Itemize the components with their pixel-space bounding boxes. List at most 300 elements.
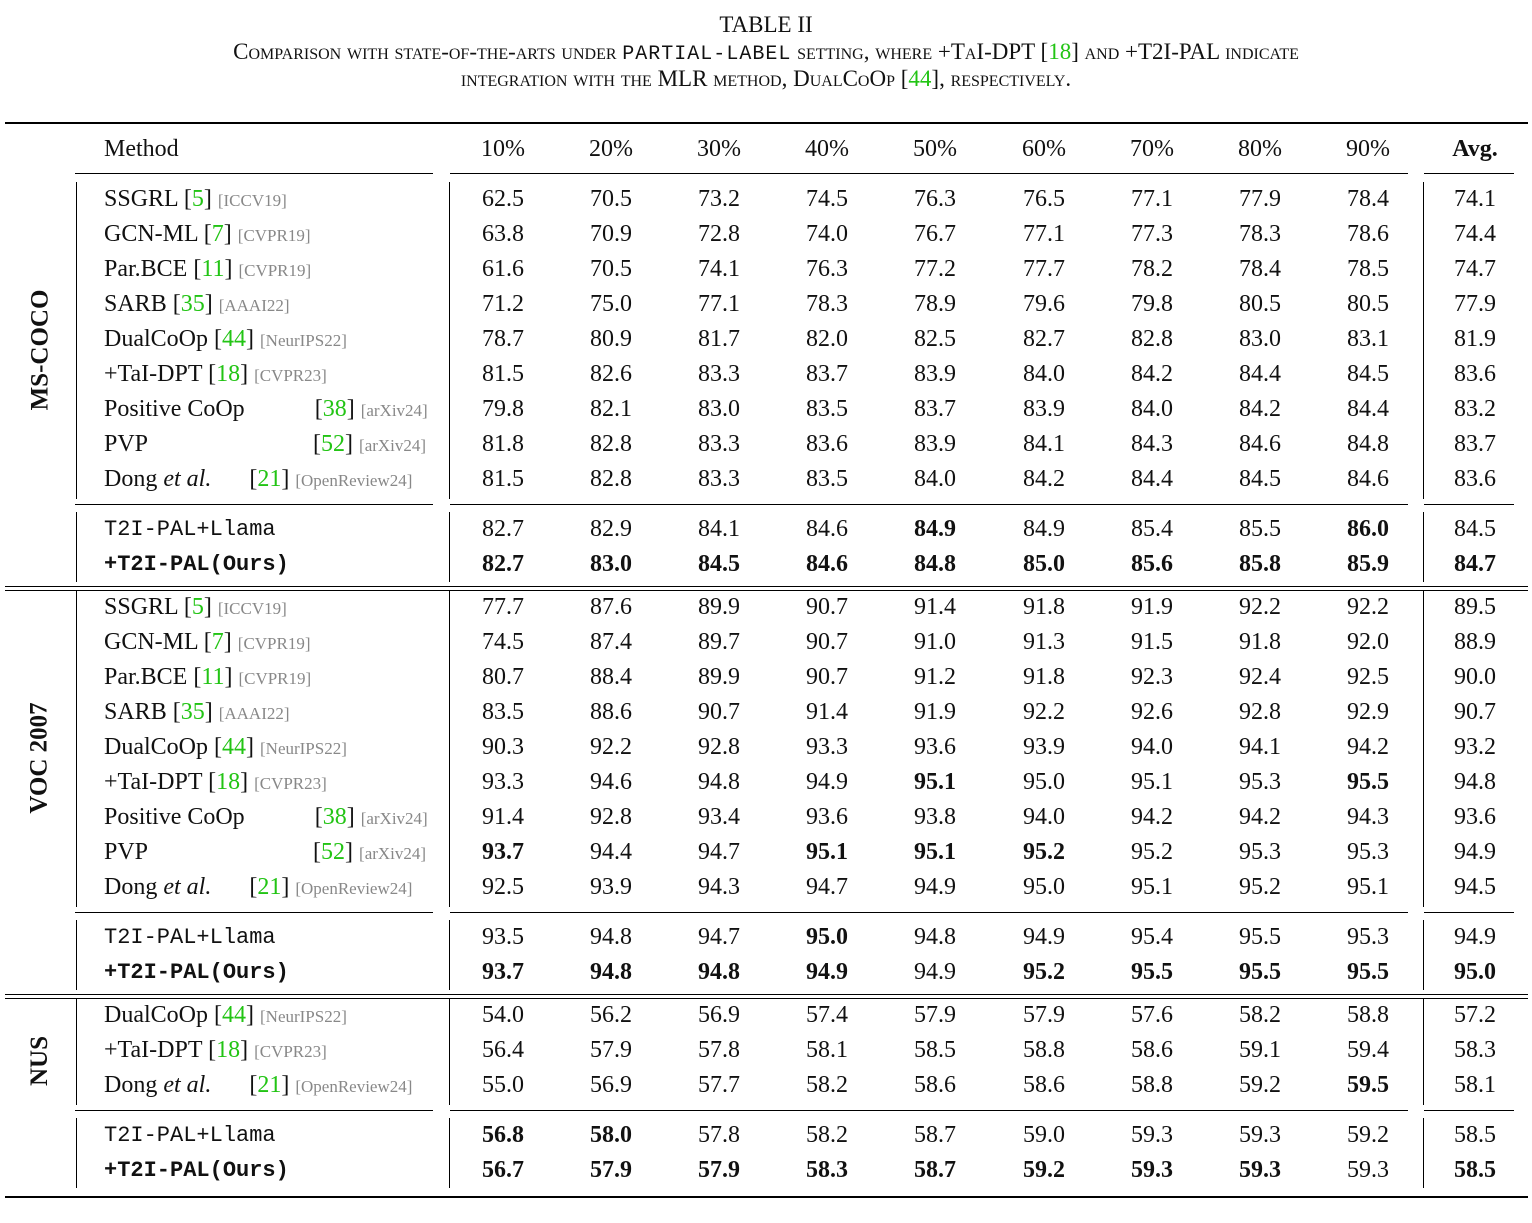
table-cell-avg: 58.1: [1454, 1072, 1496, 1098]
table-cell-avg: 94.8: [1454, 769, 1496, 795]
citation-link[interactable]: 18: [1048, 39, 1072, 64]
table-cell: 77.7: [1023, 256, 1065, 282]
citation-link[interactable]: 35: [180, 699, 205, 725]
vertical-rule: [1423, 590, 1424, 907]
our-method-cell: [104, 512, 276, 547]
table-cell: 94.4: [590, 839, 632, 865]
table-cell: 93.7: [482, 839, 524, 865]
table-cell: 77.1: [698, 291, 740, 317]
table-cell: 56.2: [590, 1002, 632, 1028]
table-cell: 91.3: [1023, 629, 1065, 655]
table-cell: 94.2: [1347, 734, 1389, 760]
table-cell: 95.4: [1131, 924, 1173, 950]
dataset-label: [20, 289, 60, 410]
table-cell: 91.9: [1131, 594, 1173, 620]
table-cell: 58.2: [806, 1072, 848, 1098]
horizontal-rule: [75, 1110, 433, 1111]
table-cell: 94.9: [1023, 924, 1065, 950]
table-cell: 91.2: [914, 664, 956, 690]
citation-link[interactable]: 11: [201, 256, 225, 282]
table-cell: 79.8: [1131, 291, 1173, 317]
method-name-italic: et al.: [163, 874, 212, 900]
horizontal-rule: [5, 586, 1528, 587]
table-cell: 58.6: [1131, 1037, 1173, 1063]
method-name-cell: Positive CoOp [38] [arXiv24]: [104, 804, 428, 830]
table-cell: 84.2: [1131, 361, 1173, 387]
table-cell: 59.2: [1239, 1072, 1281, 1098]
table-cell: 83.5: [806, 466, 848, 492]
vertical-rule: [449, 182, 450, 499]
venue-tag: [NeurIPS22]: [260, 739, 347, 758]
table-cell: 84.2: [1239, 396, 1281, 422]
table-cell: 58.0: [590, 1122, 632, 1148]
table-cell: 83.9: [1023, 396, 1065, 422]
table-cell: 93.7: [482, 959, 524, 985]
table-cell: 82.7: [1023, 326, 1065, 352]
table-cell: 83.5: [482, 699, 524, 725]
table-cell: 59.3: [1131, 1157, 1173, 1183]
table-cell-avg: 95.0: [1454, 959, 1496, 985]
horizontal-rule: [1424, 504, 1514, 505]
table-cell: 79.8: [482, 396, 524, 422]
table-cell: 95.5: [1347, 769, 1389, 795]
horizontal-rule: [5, 122, 1528, 124]
table-cell: 57.8: [698, 1122, 740, 1148]
citation-link[interactable]: 44: [908, 66, 932, 91]
method-name-cell: +TaI-DPT [18] [CVPR23]: [104, 769, 327, 795]
table-cell: 93.3: [806, 734, 848, 760]
table-cell: 90.7: [698, 699, 740, 725]
method-name: Dong: [104, 1072, 164, 1098]
table-cell: 83.9: [914, 361, 956, 387]
table-cell: 94.7: [698, 839, 740, 865]
table-cell: 82.7: [482, 551, 524, 577]
table-cell: 59.2: [1347, 1122, 1389, 1148]
table-cell: 58.8: [1023, 1037, 1065, 1063]
table-cell: 92.0: [1347, 629, 1389, 655]
table-cell: 58.5: [914, 1037, 956, 1063]
table-cell: 95.5: [1239, 924, 1281, 950]
table-cell: 90.7: [806, 664, 848, 690]
table-cell: 94.9: [914, 959, 956, 985]
table-cell: 57.7: [698, 1072, 740, 1098]
table-cell: 94.8: [590, 924, 632, 950]
column-header: 60%: [1022, 136, 1066, 162]
venue-tag: [CVPR23]: [254, 1042, 327, 1061]
table-cell: 54.0: [482, 1002, 524, 1028]
table-cell: 95.1: [1347, 874, 1389, 900]
table-cell: 59.3: [1239, 1157, 1281, 1183]
table-cell: 74.1: [698, 256, 740, 282]
table-cell: 78.6: [1347, 221, 1389, 247]
table-cell: 88.6: [590, 699, 632, 725]
table-cell: 93.9: [590, 874, 632, 900]
table-cell: 94.7: [698, 924, 740, 950]
horizontal-rule: [75, 912, 433, 913]
table-cell: 94.7: [806, 874, 848, 900]
horizontal-rule: [1424, 1110, 1514, 1111]
vertical-rule: [1423, 512, 1424, 582]
table-cell: 78.7: [482, 326, 524, 352]
table-cell: 81.5: [482, 361, 524, 387]
method-name-cell: Par.BCE [11] [CVPR19]: [104, 256, 312, 282]
table-cell: 94.8: [590, 959, 632, 985]
column-header: 10%: [481, 136, 525, 162]
table-cell-avg: 93.6: [1454, 804, 1496, 830]
method-name: DualCoOp: [104, 734, 208, 760]
table-cell: 95.1: [914, 839, 956, 865]
table-cell: 82.1: [590, 396, 632, 422]
venue-tag: [arXiv24]: [360, 401, 428, 420]
venue-tag: [ICCV19]: [217, 191, 287, 210]
table-cell: 85.6: [1131, 551, 1173, 577]
table-cell: 84.2: [1023, 466, 1065, 492]
venue-tag: [CVPR19]: [237, 226, 311, 245]
table-cell: 94.2: [1131, 804, 1173, 830]
table-cell: 83.1: [1347, 326, 1389, 352]
method-name: Par.BCE: [104, 256, 188, 282]
table-cell: 91.4: [482, 804, 524, 830]
venue-tag: [CVPR19]: [238, 669, 312, 688]
table-cell: 59.3: [1239, 1122, 1281, 1148]
venue-tag: [OpenReview24]: [295, 1077, 413, 1096]
venue-tag: [arXiv24]: [359, 844, 427, 863]
horizontal-rule: [5, 1196, 1528, 1198]
venue-tag: [CVPR23]: [254, 774, 327, 793]
horizontal-rule: [450, 1110, 1408, 1111]
table-cell: 82.8: [590, 466, 632, 492]
table-cell: 91.8: [1239, 629, 1281, 655]
method-name-cell: SSGRL [5] [ICCV19]: [104, 594, 287, 620]
table-cell: 84.3: [1131, 431, 1173, 457]
table-cell: 92.8: [698, 734, 740, 760]
citation-link[interactable]: 21: [257, 874, 282, 900]
table-cell: 80.5: [1347, 291, 1389, 317]
caption-line-2: [0, 65, 1532, 92]
table-cell: 84.6: [806, 516, 848, 542]
vertical-rule: [76, 512, 77, 582]
table-cell: 76.3: [806, 256, 848, 282]
method-name: Dong: [104, 874, 164, 900]
table-cell: 92.2: [1023, 699, 1065, 725]
table-cell: 56.7: [482, 1157, 524, 1183]
horizontal-rule: [450, 912, 1408, 913]
method-name-cell: Positive CoOp [38] [arXiv24]: [104, 396, 428, 422]
table-cell: 58.7: [914, 1122, 956, 1148]
table-cell: 84.5: [1347, 361, 1389, 387]
table-cell-avg: 81.9: [1454, 326, 1496, 352]
citation-link[interactable]: 18: [216, 769, 241, 795]
method-name: Positive CoOp: [104, 396, 245, 422]
table-cell: 78.5: [1347, 256, 1389, 282]
method-name-cell: Dong et al. [21] [OpenReview24]: [104, 466, 413, 492]
method-name-cell: SARB [35] [AAAI22]: [104, 291, 290, 317]
table-cell: 85.8: [1239, 551, 1281, 577]
method-name: GCN-ML: [104, 221, 198, 247]
horizontal-rule: [450, 504, 1408, 505]
table-cell: 63.8: [482, 221, 524, 247]
table-cell: 57.9: [1023, 1002, 1065, 1028]
table-cell: 88.4: [590, 664, 632, 690]
table-cell: 82.8: [590, 431, 632, 457]
column-header: 20%: [589, 136, 633, 162]
table-cell: 92.2: [1347, 594, 1389, 620]
table-cell: 94.0: [1023, 804, 1065, 830]
venue-tag: [CVPR19]: [238, 261, 312, 280]
table-cell: 90.7: [806, 629, 848, 655]
table-cell: 91.8: [1023, 664, 1065, 690]
method-name-italic: et al.: [163, 1072, 212, 1098]
table-cell: 78.3: [1239, 221, 1281, 247]
our-method-name: +T2I-PAL(Ours): [104, 552, 289, 577]
our-method-name: +T2I-PAL(Ours): [104, 960, 289, 985]
table-cell: 92.4: [1239, 664, 1281, 690]
table-cell: 91.4: [806, 699, 848, 725]
table-cell: 77.2: [914, 256, 956, 282]
caption-text: ] and +T2I-PAL indicate: [1071, 39, 1299, 64]
our-method-name: T2I-PAL+Llama: [104, 925, 276, 950]
table-cell: 84.6: [806, 551, 848, 577]
method-name-cell: SSGRL [5] [ICCV19]: [104, 186, 287, 212]
vertical-rule: [76, 182, 77, 499]
table-cell: 57.9: [914, 1002, 956, 1028]
method-name: SARB: [104, 699, 167, 725]
table-cell: 84.0: [1023, 361, 1065, 387]
table-cell: 57.8: [698, 1037, 740, 1063]
table-cell: 84.9: [914, 516, 956, 542]
table-cell: 59.2: [1023, 1157, 1065, 1183]
table-cell: 58.2: [806, 1122, 848, 1148]
table-cell: 83.0: [1239, 326, 1281, 352]
column-header: 50%: [913, 136, 957, 162]
table-cell-avg: 77.9: [1454, 291, 1496, 317]
table-cell: 95.0: [806, 924, 848, 950]
method-name-italic: et al.: [163, 466, 212, 492]
table-cell-avg: 84.5: [1454, 516, 1496, 542]
method-name: SSGRL: [104, 594, 178, 620]
table-cell: 76.7: [914, 221, 956, 247]
table-cell: 93.4: [698, 804, 740, 830]
table-cell: 84.0: [1131, 396, 1173, 422]
table-cell: 95.0: [1023, 769, 1065, 795]
table-cell-avg: 90.7: [1454, 699, 1496, 725]
table-cell: 77.3: [1131, 221, 1173, 247]
table-cell-avg: 94.9: [1454, 839, 1496, 865]
method-name: SSGRL: [104, 186, 178, 212]
table-cell: 93.8: [914, 804, 956, 830]
method-name-cell: +TaI-DPT [18] [CVPR23]: [104, 361, 327, 387]
table-cell: 58.6: [914, 1072, 956, 1098]
table-cell: 92.9: [1347, 699, 1389, 725]
venue-tag: [OpenReview24]: [295, 471, 413, 490]
table-cell: 92.8: [1239, 699, 1281, 725]
table-cell-avg: 88.9: [1454, 629, 1496, 655]
table-cell: 93.6: [914, 734, 956, 760]
venue-tag: [CVPR19]: [237, 634, 311, 653]
citation-link[interactable]: 44: [222, 326, 246, 352]
table-cell-avg: 89.5: [1454, 594, 1496, 620]
table-cell: 78.4: [1239, 256, 1281, 282]
citation-link[interactable]: 35: [180, 291, 205, 317]
table-cell: 83.7: [806, 361, 848, 387]
table-cell: 55.0: [482, 1072, 524, 1098]
vertical-rule: [1423, 1118, 1424, 1188]
citation-link[interactable]: 5: [191, 186, 204, 212]
citation-link[interactable]: 5: [191, 594, 204, 620]
table-cell: 86.0: [1347, 516, 1389, 542]
table-cell: 73.2: [698, 186, 740, 212]
table-cell: 83.0: [698, 396, 740, 422]
table-label: TABLE II: [719, 12, 813, 37]
citation-link[interactable]: 52: [321, 431, 346, 457]
table-cell: 57.9: [590, 1037, 632, 1063]
table-cell-avg: 74.7: [1454, 256, 1496, 282]
vertical-rule: [76, 920, 77, 990]
table-cell: 89.9: [698, 594, 740, 620]
table-cell: 95.5: [1131, 959, 1173, 985]
table-cell: 93.6: [806, 804, 848, 830]
citation-link[interactable]: 21: [257, 1072, 282, 1098]
table-cell: 58.6: [1023, 1072, 1065, 1098]
column-header: 70%: [1130, 136, 1174, 162]
method-name-cell: Dong et al. [21] [OpenReview24]: [104, 1072, 413, 1098]
table-cell-avg: 94.5: [1454, 874, 1496, 900]
table-cell: 94.8: [914, 924, 956, 950]
venue-tag: [CVPR23]: [254, 366, 327, 385]
table-cell: 59.5: [1347, 1072, 1389, 1098]
vertical-rule: [449, 1118, 450, 1188]
method-name: Par.BCE: [104, 664, 188, 690]
citation-link[interactable]: 11: [201, 664, 225, 690]
table-cell: 95.5: [1347, 959, 1389, 985]
citation-link[interactable]: 38: [322, 804, 347, 830]
table-cell: 95.2: [1239, 874, 1281, 900]
table-cell-avg: 83.6: [1454, 466, 1496, 492]
table-cell: 61.6: [482, 256, 524, 282]
table-cell: 81.7: [698, 326, 740, 352]
citation-link[interactable]: 44: [222, 734, 246, 760]
table-cell: 71.2: [482, 291, 524, 317]
table-cell: 83.3: [698, 361, 740, 387]
table-cell: 59.3: [1347, 1157, 1389, 1183]
table-cell: 91.8: [1023, 594, 1065, 620]
table-cell: 94.3: [1347, 804, 1389, 830]
table-cell: 72.8: [698, 221, 740, 247]
table-cell: 83.9: [914, 431, 956, 457]
method-name: DualCoOp: [104, 326, 208, 352]
table-cell: 93.5: [482, 924, 524, 950]
our-method-cell: [104, 547, 289, 582]
table-cell: 82.8: [1131, 326, 1173, 352]
table-cell: 92.2: [1239, 594, 1281, 620]
citation-link[interactable]: 21: [257, 466, 282, 492]
our-method-name: +T2I-PAL(Ours): [104, 1158, 289, 1183]
citation-link[interactable]: 18: [216, 361, 241, 387]
table-cell: 80.7: [482, 664, 524, 690]
dataset-label: [20, 701, 60, 814]
table-cell: 84.8: [1347, 431, 1389, 457]
table-cell-avg: 74.4: [1454, 221, 1496, 247]
dataset-name: VOC 2007: [26, 701, 53, 814]
citation-link[interactable]: 52: [321, 839, 346, 865]
citation-link[interactable]: 7: [211, 629, 224, 655]
method-name: +TaI-DPT: [104, 361, 203, 387]
table-cell: 77.9: [1239, 186, 1281, 212]
horizontal-rule: [450, 173, 1408, 174]
horizontal-rule: [75, 173, 433, 174]
table-cell: 92.6: [1131, 699, 1173, 725]
table-cell: 84.0: [914, 466, 956, 492]
header-method: [104, 132, 179, 167]
table-cell: 94.3: [698, 874, 740, 900]
citation-link[interactable]: 44: [222, 1002, 246, 1028]
citation-link[interactable]: 18: [216, 1037, 241, 1063]
table-cell: 82.0: [806, 326, 848, 352]
table-cell: 70.5: [590, 256, 632, 282]
method-name: +TaI-DPT: [104, 1037, 203, 1063]
method-name-cell: +TaI-DPT [18] [CVPR23]: [104, 1037, 327, 1063]
table-cell: 58.3: [806, 1157, 848, 1183]
table-cell: 58.1: [806, 1037, 848, 1063]
table-cell: 74.5: [482, 629, 524, 655]
table-cell-avg: 83.6: [1454, 361, 1496, 387]
table-cell: 70.5: [590, 186, 632, 212]
vertical-rule: [76, 998, 77, 1105]
table-cell: 87.4: [590, 629, 632, 655]
method-name: DualCoOp: [104, 1002, 208, 1028]
table-cell-avg: 93.2: [1454, 734, 1496, 760]
table-cell: 94.6: [590, 769, 632, 795]
table-cell-avg: 83.2: [1454, 396, 1496, 422]
table-cell: 57.4: [806, 1002, 848, 1028]
citation-link[interactable]: 38: [322, 396, 347, 422]
table-cell: 95.3: [1347, 924, 1389, 950]
method-name: +TaI-DPT: [104, 769, 203, 795]
citation-link[interactable]: 7: [211, 221, 224, 247]
table-cell: 94.9: [914, 874, 956, 900]
table-cell: 76.5: [1023, 186, 1065, 212]
table-cell: 92.8: [590, 804, 632, 830]
table-cell: 94.0: [1131, 734, 1173, 760]
table-cell: 87.6: [590, 594, 632, 620]
table-cell: 58.7: [914, 1157, 956, 1183]
our-method-cell: [104, 1118, 276, 1153]
table-cell: 83.3: [698, 466, 740, 492]
table-cell: 91.5: [1131, 629, 1173, 655]
table-cell: 84.4: [1347, 396, 1389, 422]
table-cell-avg: 57.2: [1454, 1002, 1496, 1028]
table-cell: 92.2: [590, 734, 632, 760]
table-cell: 95.1: [914, 769, 956, 795]
dataset-label: [20, 1035, 60, 1086]
table-cell: 57.9: [698, 1157, 740, 1183]
vertical-rule: [1423, 998, 1424, 1105]
table-cell: 83.0: [590, 551, 632, 577]
table-cell: 94.8: [698, 959, 740, 985]
method-name-cell: PVP [52] [arXiv24]: [104, 431, 427, 457]
method-name-cell: PVP [52] [arXiv24]: [104, 839, 427, 865]
vertical-rule: [76, 590, 77, 907]
horizontal-rule: [75, 504, 433, 505]
table-cell: 91.9: [914, 699, 956, 725]
table-cell: 95.3: [1239, 839, 1281, 865]
table-cell: 82.7: [482, 516, 524, 542]
column-header: 30%: [697, 136, 741, 162]
table-cell: 95.1: [1131, 769, 1173, 795]
table-cell: 94.8: [698, 769, 740, 795]
table-cell: 70.9: [590, 221, 632, 247]
table-cell: 77.1: [1131, 186, 1173, 212]
